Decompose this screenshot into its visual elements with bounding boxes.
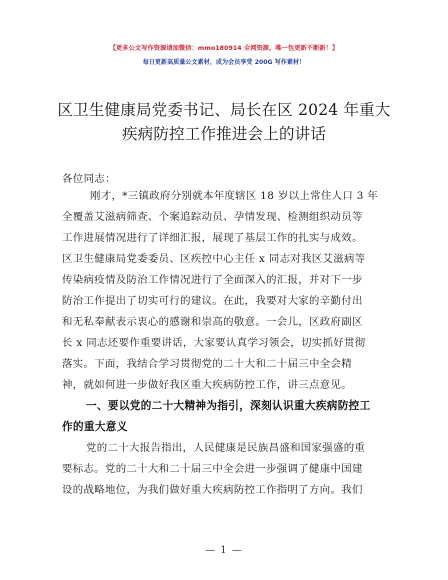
promo-banner-red: 【更多公文写作资源请加微信：mmo180914 全网资源，唯一包更新不断新！】 (109, 45, 339, 52)
title-line: 区卫生健康局党委书记、局长在区 2024 年重大 (57, 101, 391, 119)
paragraph-line: 落实。下面，我结合学习贯彻党的二十大和二十届三中全会精 (62, 358, 352, 370)
paragraph-line: 全覆盖艾滋病筛查、个案追踪动员、孕情发现、检测组织动员等 (62, 211, 363, 223)
section-heading-line: 作的重大意义 (62, 421, 128, 433)
document-title (40, 98, 408, 146)
paragraph-line: 长 x 同志还要作重要讲话，大家要认真学习领会，切实抓好贯彻 (62, 337, 366, 349)
paragraph-line: 工作进展情况进行了详细汇报，展现了基层工作的扎实与成效。 (62, 232, 363, 244)
paragraph-line: 区卫生健康局党委委员、区疾控中心主任 x 同志对我区艾滋病等 (62, 253, 366, 265)
paragraph-line: 要标志。党的二十大和二十届三中全会进一步强调了健康中国建 (62, 463, 363, 475)
paragraph-line: 防治工作提出了切实可行的建议。在此，我要对大家的辛勤付出 (62, 295, 363, 307)
paragraph-line: 神，就如何进一步做好我区重大疾病防控工作，讲三点意见。 (62, 379, 352, 391)
paragraph-line: 刚才，*三镇政府分别就本年度辖区 18 岁以上常住人口 3 年 (90, 190, 379, 202)
paragraph-line: 传染病疫情及防治工作情况进行了全面深入的汇报，并对下一步 (62, 274, 363, 286)
paragraph-line: 和无私奉献表示衷心的感谢和崇高的敬意。一会儿，区政府副区 (62, 316, 363, 328)
promo-banner-blue: 每日更新高质量公文素材，成为会员享受 200G 写作素材！ (142, 59, 306, 66)
page-number: — 1 — (205, 545, 243, 556)
paragraph-line: 设的战略地位，为我们做好重大疾病防控工作指明了方向。我们 (62, 484, 363, 496)
section-heading-line: 一、要以党的二十大精神为指引，深刻认识重大疾病防控工 (86, 400, 371, 412)
title-line: 疾病防控工作推进会上的讲话 (121, 125, 327, 143)
greeting: 各位同志： (62, 173, 116, 185)
paragraph-line: 党的二十大报告指出，人民健康是民族昌盛和国家强盛的重 (86, 442, 366, 454)
